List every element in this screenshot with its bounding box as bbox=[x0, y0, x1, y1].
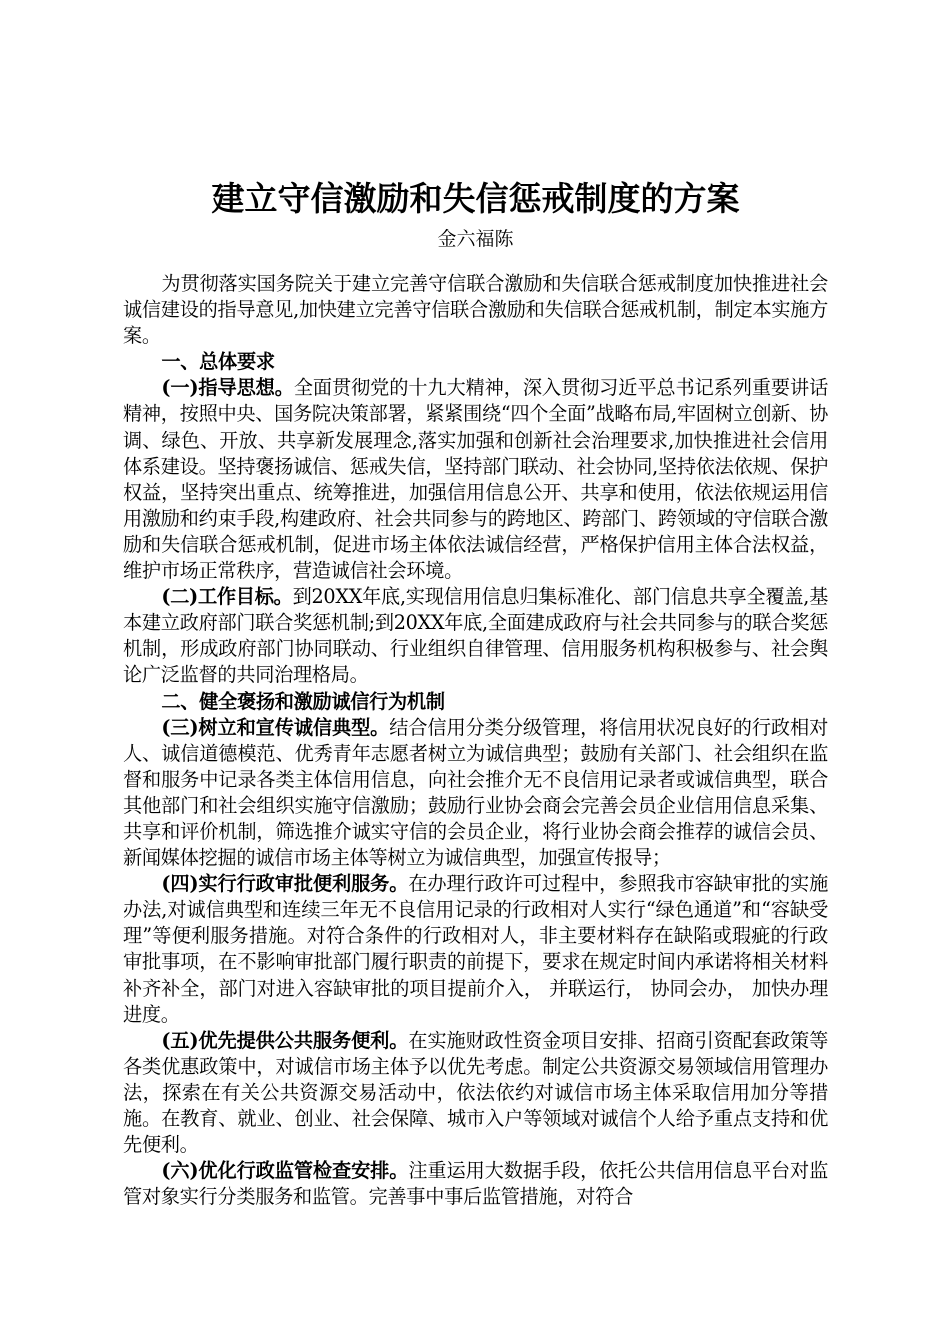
paragraph-approval-services bbox=[123, 871, 828, 1028]
paragraph-lead: (五)优先提供公共服务便利。 bbox=[161, 1028, 409, 1052]
section-heading-1: 一、总体要求 bbox=[161, 350, 275, 374]
section-heading-2: 二、健全褒扬和激励诚信行为机制 bbox=[161, 689, 445, 713]
paragraph-text: 注重运用大数据手段，依托公共信用信息平台对监管对象实行分类服务和监管。完善事中事后监管措施，对符合 bbox=[123, 1159, 828, 1209]
paragraph-public-services bbox=[123, 1028, 828, 1158]
paragraph-text: 在实施财政性资金项目安排、招商引资配套政策等各类优惠政策中，对诚信市场主体予以优先考虑。制定公共资源交易领域信用管理办法，探索在有关公共资源交易活动中，依法依约对诚信市场主体采取信用加分等措施。在教育、就业、创业、社会保障、城市入户等领域对诚信个人给予重点支持和优先便利。 bbox=[123, 1028, 828, 1157]
paragraph-lead: (二)工作目标。 bbox=[161, 585, 293, 609]
paragraph-text: 全面贯彻党的十九大精神，深入贯彻习近平总书记系列重要讲话精神，按照中央、国务院决策部署，紧紧围绕“四个全面”战略布局,牢固树立创新、协调、绿色、开放、共享新发展理念,落实加强和创新社会治理要求,加快推进社会信用体系建设。坚持褒扬诚信、惩戒失信，坚持部门联动、社会协同,坚持依法依规、保护权益，坚持突出重点、统筹推进，加强信用信息公开、共享和使用，依法依规运用信用激励和约束手段,构建政府、社会共同参与的跨地区、跨部门、跨领域的守信联合激励和失信联合惩戒机制，促进市场主体依法诚信经营，严格保护信用主体合法权益，维护市场正常秩序，营造诚信社会环境。 bbox=[123, 376, 828, 583]
document-body bbox=[123, 271, 828, 1210]
paragraph-text: 在办理行政许可过程中，参照我市容缺审批的实施办法,对诚信典型和连续三年无不良信用记录的行政相对人实行“绿色通道”和“容缺受理”等便利服务措施。对符合条件的行政相对人，非主要材料存在缺陷或瑕疵的行政审批事项，在不影响审批部门履行职责的前提下，要求在规定时间内承诺将相关材料补齐补全，部门对进入容缺审批的项目提前介入， 并联运行， 协同会办， 加快办理进度。 bbox=[123, 872, 828, 1026]
paragraph-work-goals bbox=[123, 584, 828, 688]
paragraph-lead: (三)树立和宣传诚信典型。 bbox=[161, 715, 390, 739]
paragraph-lead: (六)优化行政监管检查安排。 bbox=[161, 1159, 409, 1183]
paragraph-integrity-models bbox=[123, 715, 828, 872]
intro-paragraph: 为贯彻落实国务院关于建立完善守信联合激励和失信联合惩戒制度加快推进社会诚信建设的指导意见,加快建立完善守信联合激励和失信联合惩戒机制，制定本实施方案。 bbox=[123, 272, 828, 348]
document-title: 建立守信激励和失信惩戒制度的方案 bbox=[211, 179, 740, 218]
paragraph-lead: (四)实行行政审批便利服务。 bbox=[161, 872, 409, 896]
paragraph-supervision bbox=[123, 1158, 828, 1210]
paragraph-text: 到20XX年底,实现信用信息归集标准化、部门信息共享全覆盖,基本建立政府部门联合奖惩机制;到20XX年底,全面建成政府与社会共同参与的联合奖惩机制，形成政府部门协同联动、行业组织自律管理、信用服务机构积极参与、社会舆论广泛监督的共同治理格局。 bbox=[123, 585, 828, 687]
paragraph-text: 结合信用分类分级管理，将信用状况良好的行政相对人、诚信道德模范、优秀青年志愿者树立为诚信典型；鼓励有关部门、社会组织在监督和服务中记录各类主体信用信息，向社会推介无不良信用记录者或诚信典型，联合其他部门和社会组织实施守信激励；鼓励行业协会商会完善会员企业信用信息采集、共享和评价机制，筛选推介诚实守信的会员企业，将行业协会商会推荐的诚信会员、新闻媒体挖掘的诚信市场主体等树立为诚信典型，加强宣传报导； bbox=[123, 715, 828, 870]
document-author: 金六福陈 bbox=[437, 228, 514, 250]
paragraph-lead: (一)指导思想。 bbox=[161, 376, 294, 400]
paragraph-guiding-ideology bbox=[123, 375, 828, 584]
